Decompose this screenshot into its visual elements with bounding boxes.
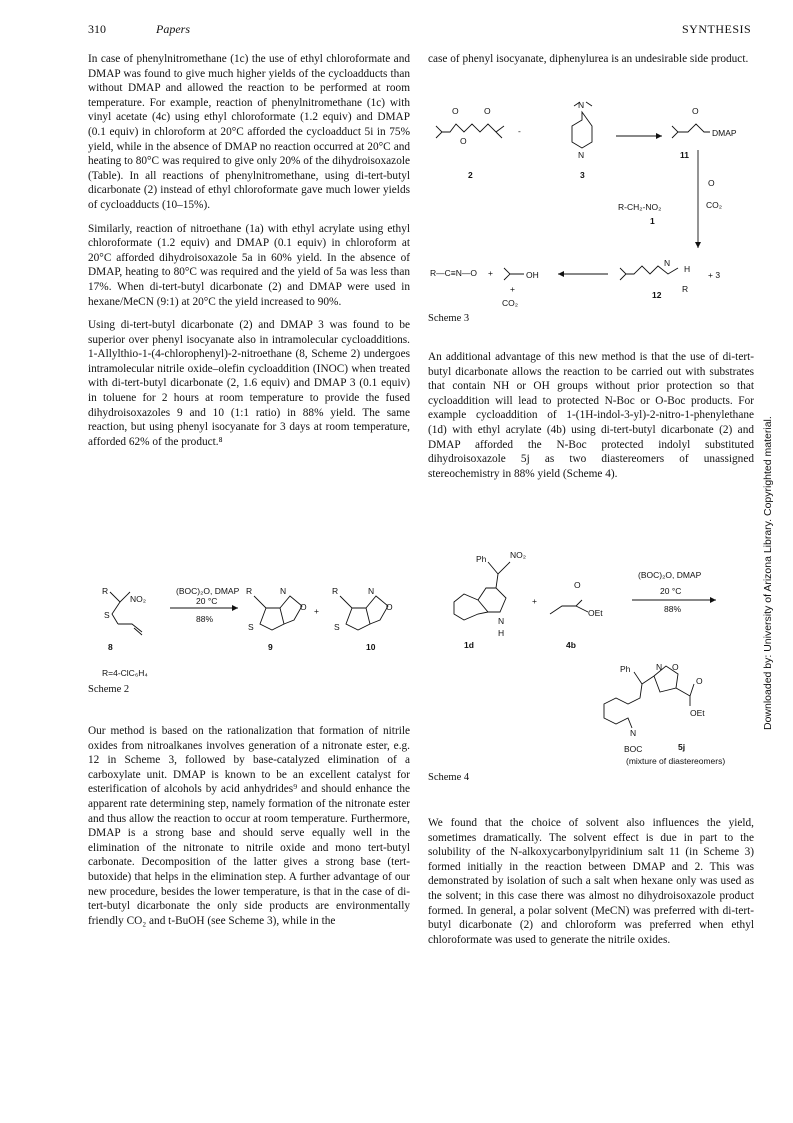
right-column-bottom [428,816,754,956]
journal-name: SYNTHESIS [682,22,752,36]
right-column-mid [428,350,754,490]
compound-12-number: 12 [652,290,662,300]
compound-3-number: 3 [580,170,585,180]
compound-10-r-label: R [332,586,339,596]
compound-10-s-label: S [334,622,340,632]
scheme-4-label: Scheme 4 [428,772,470,783]
paragraph: Using di-tert-butyl dicarbonate (2) and DMAP 3 was found to be superior over phenyl isocyanate also in intramolecular cycloadditions. 1-Allylthio-1-(4-chlorophenyl)-2-nitroethane (8, Scheme 2) undergoes intramolecular nitrile oxide–olefin cycloaddition (INOC) when treated with di-tert-butyl dicarbonate (2, 1.6 equiv) and DMAP 3 (0.1 equiv) in toluene for 2 hours at room temperature to provide the fused dihydroisoxazoles 9 and 10 (1:1 ratio) in 88% yield. The same reaction, but using phenyl isocyanate for 3 days at room temperature, afforded 62% of the product.⁸ [88,319,410,448]
product-carbonyl-o-label: O [696,676,703,686]
paragraph: Similarly, reaction of nitroethane (1a) with ethyl acrylate using ethyl chloroformate (1.2 equiv) and DMAP (0.1 equiv) in chloroform at 20°C afforded dihydroisoxazole 5a in 60% yield. In the absence of DMAP, heating to 80°C was required and the yield of 5a was less than 17%. When di-tert-butyl dicarbonate (2) and DMAP were used in hexane/MeCN (9:1) at 20°C the yield increased to 90%. [88,222,410,308]
co2-label: CO₂ [706,200,723,210]
scheme3-minus: - [518,126,521,136]
right-column-top [428,52,754,76]
scheme4-yield: 88% [664,604,682,614]
scheme4-carbonyl-o-label: O [574,580,581,590]
scheme2-s-label: S [104,610,110,620]
scheme-4-figure [428,548,758,768]
compound-11-o-label: O [692,106,699,116]
tbuo-label: O [708,178,715,188]
left-column-top [88,52,410,458]
nitroalkane-label: R-CH₂-NO₂ [618,202,662,212]
scheme4-indole-h-label: H [498,628,505,638]
product-ph-label: Ph [620,664,631,674]
tbuoh-label: OH [526,270,539,280]
scheme2-plus: + [314,606,319,616]
compound-10-o-label: O [386,602,393,612]
left-column-bottom [88,724,410,937]
nitrile-oxide-label: R—C≡N—O [430,268,477,278]
scheme2-r-label: R [102,586,109,596]
compound-8-number: 8 [108,642,113,652]
compound-9-number: 9 [268,642,273,652]
scheme3-o-label: O [484,106,491,116]
scheme2-yield: 88% [196,614,214,624]
product-boc-label: BOC [624,744,643,754]
compound-5j-number: 5j [678,742,686,752]
scheme4-plus: + [532,596,537,606]
product-o-label: O [672,662,679,672]
compound-10-number: 10 [366,642,376,652]
scheme4-temperature: 20 °C [660,586,682,596]
scheme4-indole-n-label: N [498,616,505,626]
scheme4-no2-label: NO₂ [510,550,527,560]
scheme4-ph-label: Ph [476,554,487,564]
copyright-side-note: Downloaded by: University of Arizona Library. Copyrighted material. [762,416,774,730]
scheme-2-figure [88,580,408,690]
paragraph: We found that the choice of solvent also influences the yield, sometimes dramatically. The solvent effect is due in part to the solubility of the N-alkoxycarbonylpyridinium salt 11 (in Scheme 3) formed initially in the reaction between DMAP and 2. This was demonstrated by isolation of such a salt when hexane only was used as the solvent; in this case there was almost no dihydroisoxazole product formed. In general, a polar solvent (MeCN) was preferred with di-tert-butyl dicarbonate (2) and chloroform was preferred when ethyl chloroformate was used to generate the nitrile oxides. [428,817,754,946]
scheme2-reagent: (BOC)₂O, DMAP [176,586,240,596]
compound-12-r-label: R [682,284,689,294]
compound-9-o-label: O [300,602,307,612]
co2-gas-label: CO₂ [502,298,519,308]
compound-4b-number: 4b [566,640,576,650]
compound-9-r-label: R [246,586,253,596]
compound-9-s-label: S [248,622,254,632]
scheme3-plus: + [510,284,515,294]
scheme-2-label: Scheme 2 [88,684,130,695]
plus-three-label: + 3 [708,270,721,280]
paragraph: An additional advantage of this new method is that the use of di-tert-butyl dicarbonate allows the reaction to be carried out with substrates that contain NH or OH groups without prior protection so that cycloaddition will lead to protected N-Boc or O-Boc products. For example cycloaddition of 1-(1H-indol-3-yl)-2-nitro-1-phenylethane (1d) with ethyl acrylate (4b) using di-tert-butyl dicarbonate (2) and DMAP afforded the N-Boc protected indolyl substituted dihydroisoxazole 5j as two diastereomers of unassigned stereochemistry in 88% yield (Scheme 4). [428,351,754,480]
compound-12-h-label: H [684,264,691,274]
scheme4-reagent: (BOC)₂O, DMAP [638,570,702,580]
product-oet-label: OEt [690,708,705,718]
scheme3-o-label: O [460,136,467,146]
compound-1-number: 1 [650,216,655,226]
scheme-3-figure [428,98,758,313]
section-name: Papers [156,22,190,36]
paragraph: In case of phenylnitromethane (1c) the use of ethyl chloroformate and DMAP was found to give much higher yields of the cycloadducts than without DMAP and allowed the reaction to be performed at room temperature. For example, reaction of phenylnitromethane (1c) with vinyl acetate (4c) using ethyl chloroformate (1.2 equiv) and DMAP (0.1 equiv) in chloroform at 20°C afforded the cycloadduct 5i in 75% yield, while in the absence of DMAP no reaction occurred at 20°C and heating to 80°C was required to give only 20% of the dihydroisoxazole (Table). In all reactions of phenylnitromethane, using di-tert-butyl dicarbonate (2) instead of ethyl chloroformate gave much lower yields of cycloadducts (10–15%). [88,53,410,211]
paragraph: case of phenyl isocyanate, diphenylurea is an undesirable side product. [428,53,749,65]
paragraph: Our method is based on the rationalization that formation of nitrile oxides from nitroalkanes involves generation of a nitronate ester, e.g. 12 in Scheme 3, followed by base-catalyzed elimination of a carboxylate unit. DMAP is known to be an excellent catalyst for esterification of alcohols by acid anhydrides⁹ and should enhance the apparent rate determining step, namely formation of the nitronate ester and thus allow the reaction to occur at room temperature. Furthermore, DMAP is a strong base and should serve equally well in the elimination of the nitronate to nitrile oxide and mono tert-butyl carbonate. Decomposition of the latter gives a strong base (tert-butoxide) that helps in the elimination step. A further advantage of our new procedure, besides the lower temperature, is that in the case of di-tert-butyl dicarbonate the only side products are environmentally friendly CO₂ and t-BuOH (see Scheme 3), while in the [88,725,410,927]
scheme-3-label: Scheme 3 [428,313,470,324]
scheme2-r-definition: R=4-ClC₆H₄ [102,668,148,678]
page-number: 310 [88,22,106,36]
scheme3-plus: + [488,268,493,278]
compound-9-n-label: N [280,586,287,596]
compound-11-dmap-label: DMAP [712,128,737,138]
compound-1d-number: 1d [464,640,474,650]
compound-2-number: 2 [468,170,473,180]
compound-12-n-label: N [664,258,671,268]
compound-11-number: 11 [680,150,689,160]
compound-10-n-label: N [368,586,375,596]
diastereomer-note: (mixture of diastereomers) [626,756,726,766]
product-indole-n-label: N [630,728,637,738]
scheme2-no2-label: NO₂ [130,594,147,604]
scheme2-temperature: 20 °C [196,596,218,606]
product-n-label: N [656,662,663,672]
dmap-n-label: N [578,100,585,110]
scheme4-oet-label: OEt [588,608,603,618]
scheme3-o-label: O [452,106,459,116]
dmap-ring-n-label: N [578,150,585,160]
